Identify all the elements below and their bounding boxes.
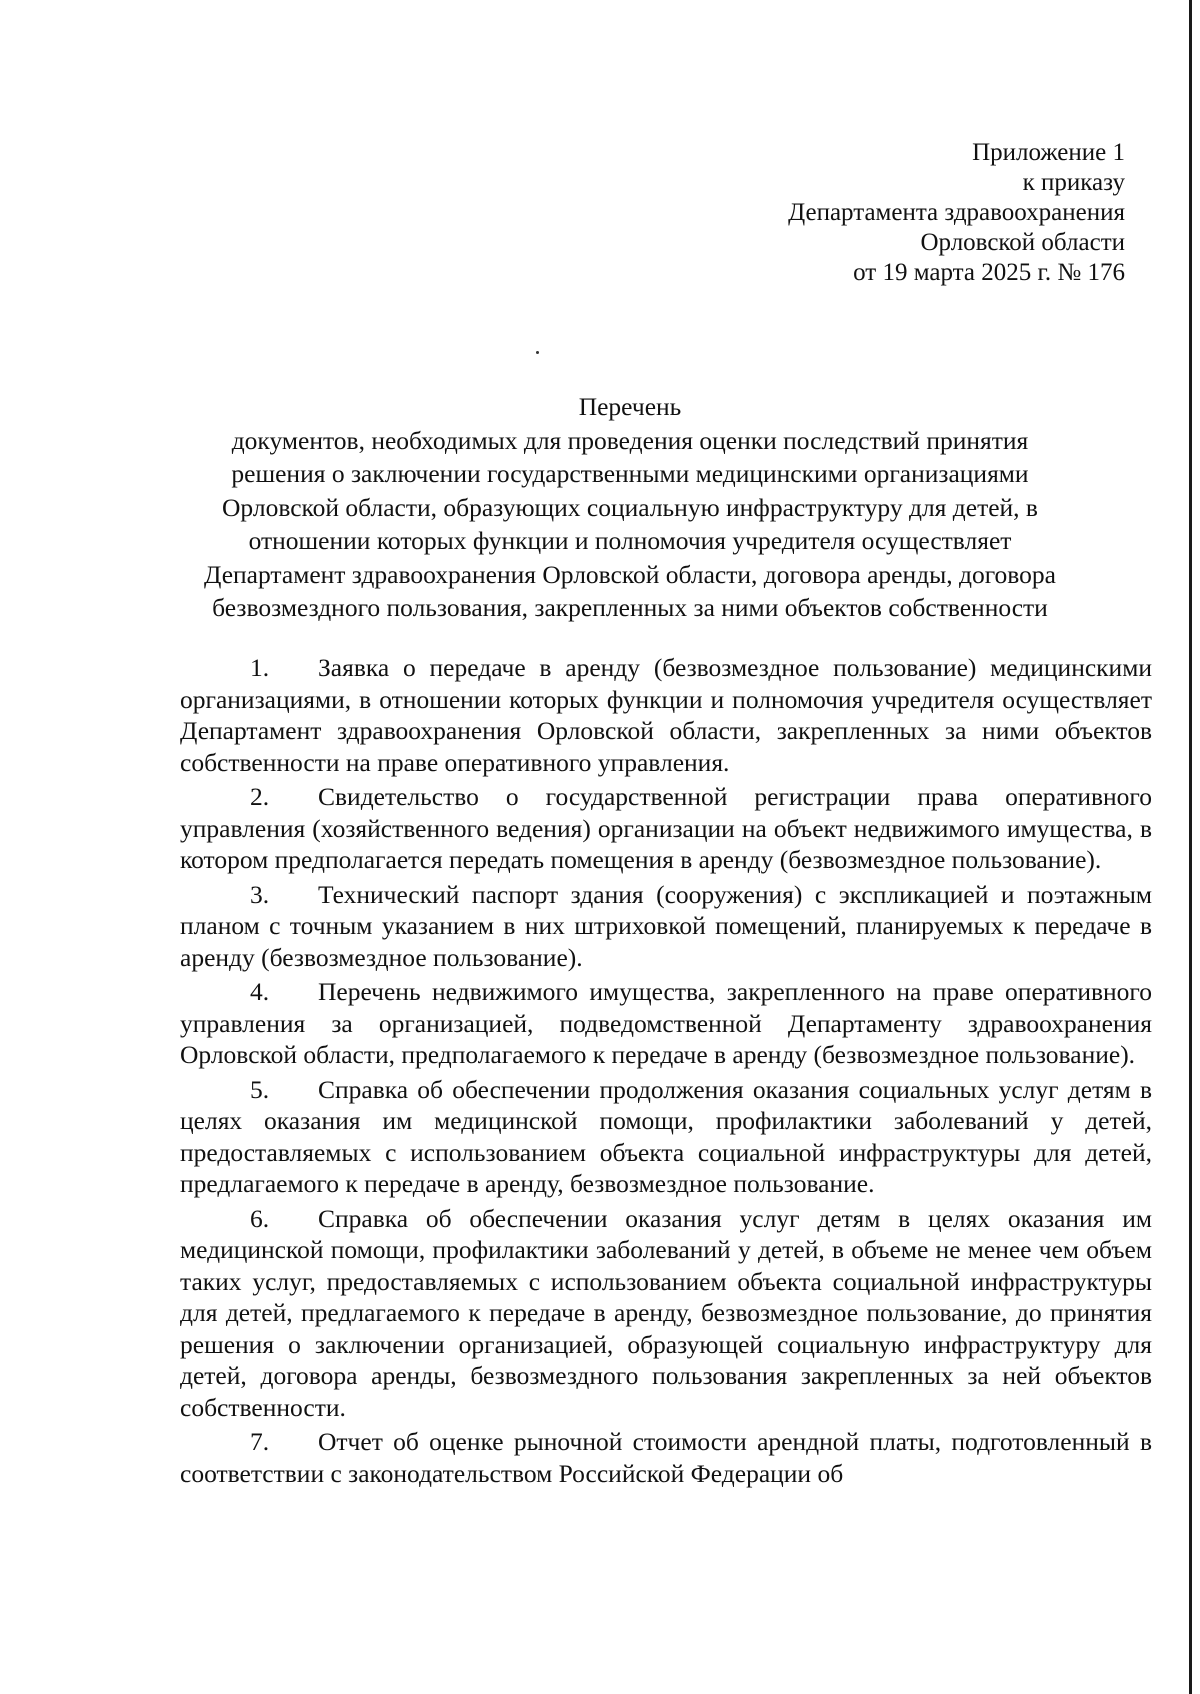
item-text: Свидетельство о государственной регистрации права оперативного управления (хозяйственного ведения) организации на объект недвижимого имущества, в котором предполагается передать помещения в аренду (безвозмездное пользование). xyxy=(180,782,1152,874)
title-line: Департамент здравоохранения Орловской области, договора аренды, договора xyxy=(204,559,1056,589)
item-text: Отчет об оценке рыночной стоимости арендной платы, подготовленный в соответствии с законодательством Российской Федерации об xyxy=(180,1427,1152,1488)
scan-speck xyxy=(536,351,539,354)
appendix-line: Департамента здравоохранения xyxy=(788,199,1125,226)
scan-edge-line xyxy=(1189,0,1192,1694)
appendix-line: Орловской области xyxy=(920,229,1125,256)
list-item xyxy=(180,652,1152,778)
list-item xyxy=(180,1426,1152,1489)
list-item xyxy=(180,781,1152,876)
appendix-order-date: от 19 марта 2025 г. № 176 xyxy=(853,259,1125,286)
item-text: Справка об обеспечении оказания услуг детям в целях оказания им медицинской помощи, профилактики заболеваний у детей, в объеме не менее чем объем таких услуг, предоставляемых с использованием объекта социальной инфраструктуры для детей, предлагаемого к передаче в аренду, безвозмездное пользование, до принятия решения о заключении организацией, образующей социальную инфраструктуру для детей, договора аренды, безвозмездного пользования закрепленных за ней объектов собственности. xyxy=(180,1203,1152,1422)
item-number: 6. xyxy=(250,1203,270,1233)
appendix-line: к приказу xyxy=(1022,169,1125,196)
item-text: Перечень недвижимого имущества, закрепленного на праве оперативного управления за организацией, подведомственной Департаменту здравоохранения Орловской области, предполагаемого к передаче в аренду (безвозмездное пользование). xyxy=(180,977,1152,1069)
title-line: Орловской области, образующих социальную инфраструктуру для детей, в xyxy=(222,492,1038,522)
item-text: Технический паспорт здания (сооружения) с экспликацией и поэтажным планом с точным указанием в них штриховкой помещений, планируемых к передаче в аренду (безвозмездное пользование). xyxy=(180,879,1152,972)
document-list xyxy=(180,652,1152,1492)
item-number: 1. xyxy=(250,653,270,682)
list-item xyxy=(180,976,1152,1071)
appendix-header xyxy=(788,138,1125,288)
title-heading: Перечень xyxy=(578,392,682,421)
title-line: решения о заключении государственными медицинскими организациями xyxy=(231,459,1029,488)
item-number: 2. xyxy=(250,782,270,811)
item-text: Заявка о передаче в аренду (безвозмездное пользование) медицинскими организациями, в отношении которых функции и полномочия учредителя осуществляет Департамент здравоохранения Орловской области, закрепленных за ними объектов собственности на праве оперативного управления. xyxy=(180,653,1152,777)
list-item xyxy=(180,879,1152,974)
list-item xyxy=(180,1203,1152,1424)
item-text: Справка об обеспечении продолжения оказания социальных услуг детям в целях оказания им медицинской помощи, профилактики заболеваний у детей, предоставляемых с использованием объекта социальной инфраструктуры для детей, предлагаемого к передаче в аренду, безвозмездное пользование. xyxy=(180,1074,1152,1198)
title-line: документов, необходимых для проведения оценки последствий принятия xyxy=(231,425,1029,455)
item-number: 7. xyxy=(250,1427,270,1456)
item-number: 4. xyxy=(250,977,270,1006)
item-number: 3. xyxy=(250,879,270,909)
list-item xyxy=(180,1074,1152,1200)
document-title xyxy=(180,390,1080,625)
title-line: безвозмездного пользования, закрепленных за ними объектов собственности xyxy=(212,593,1048,622)
appendix-line: Приложение 1 xyxy=(972,139,1125,166)
item-number: 5. xyxy=(250,1074,270,1104)
title-line: отношении которых функции и полномочия учредителя осуществляет xyxy=(248,526,1012,555)
